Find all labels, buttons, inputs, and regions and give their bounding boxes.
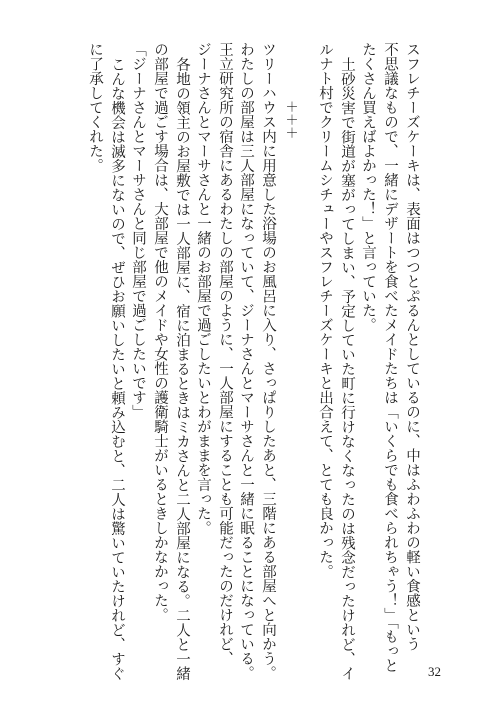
text-column-4: 土砂災害で街道が塞がってしまい、予定していた町に行けなくなったのは残念だったけれど、イ <box>339 57 355 681</box>
text-column-3: たくさん買えばよかった！」と言っていた。 <box>360 42 376 332</box>
text-column-14: に了承してくれた。 <box>87 42 103 173</box>
text-column-7: わたしの部屋は三人部屋になっていて、ジーナさんとマーサさんと一緒に眠ることになっている。 <box>238 42 254 680</box>
text-column-6: ツリーハウス内に用意した浴場のお風呂に入り、さっぱりしたあと、三階にある部屋へと向かう。 <box>260 42 276 680</box>
scene-separator: ＋＋＋ <box>282 100 298 139</box>
text-column-5: ルナト村でクリームシチューやスフレチーズケーキと出合えて、とても良かった。 <box>317 42 333 579</box>
text-column-9: ジーナさんとマーサさんと一緒のお部屋で過ごしたいとわがままを言った。 <box>195 42 211 535</box>
text-column-11: の部屋で過ごす場合は、大部屋で他のメイドや女性の護衛騎士がいるときしかなかった。 <box>152 42 168 622</box>
text-column-8: 王立研究所の宿舎にあるわたしの部屋のように、一人部屋にすることも可能だったのだけれど、 <box>217 42 233 666</box>
text-column-13: こんな機会は滅多にないので、ぜひお願いしたいと頼み込むと、二人は驚いていたけれど、すぐ <box>109 57 125 681</box>
text-column-12: 「ジーナさんとマーサさんと同じ部屋で過ごしたいです」 <box>130 42 146 419</box>
text-column-10: 各地の領主のお屋敷では一人部屋に、宿に泊まるときはミカさんと二人部屋になる。二人と一緒 <box>174 57 190 681</box>
text-column-2: 不思議なもので、一緒にデザートを食べたメイドたちは「いくらでも食べられちゃう！」「もっと <box>382 42 398 673</box>
page-number: 32 <box>428 664 441 679</box>
text-column-1: スフレチーズケーキは、表面はつつとぷるんとしているのに、中はふわふわの軽い食感という <box>404 42 420 651</box>
